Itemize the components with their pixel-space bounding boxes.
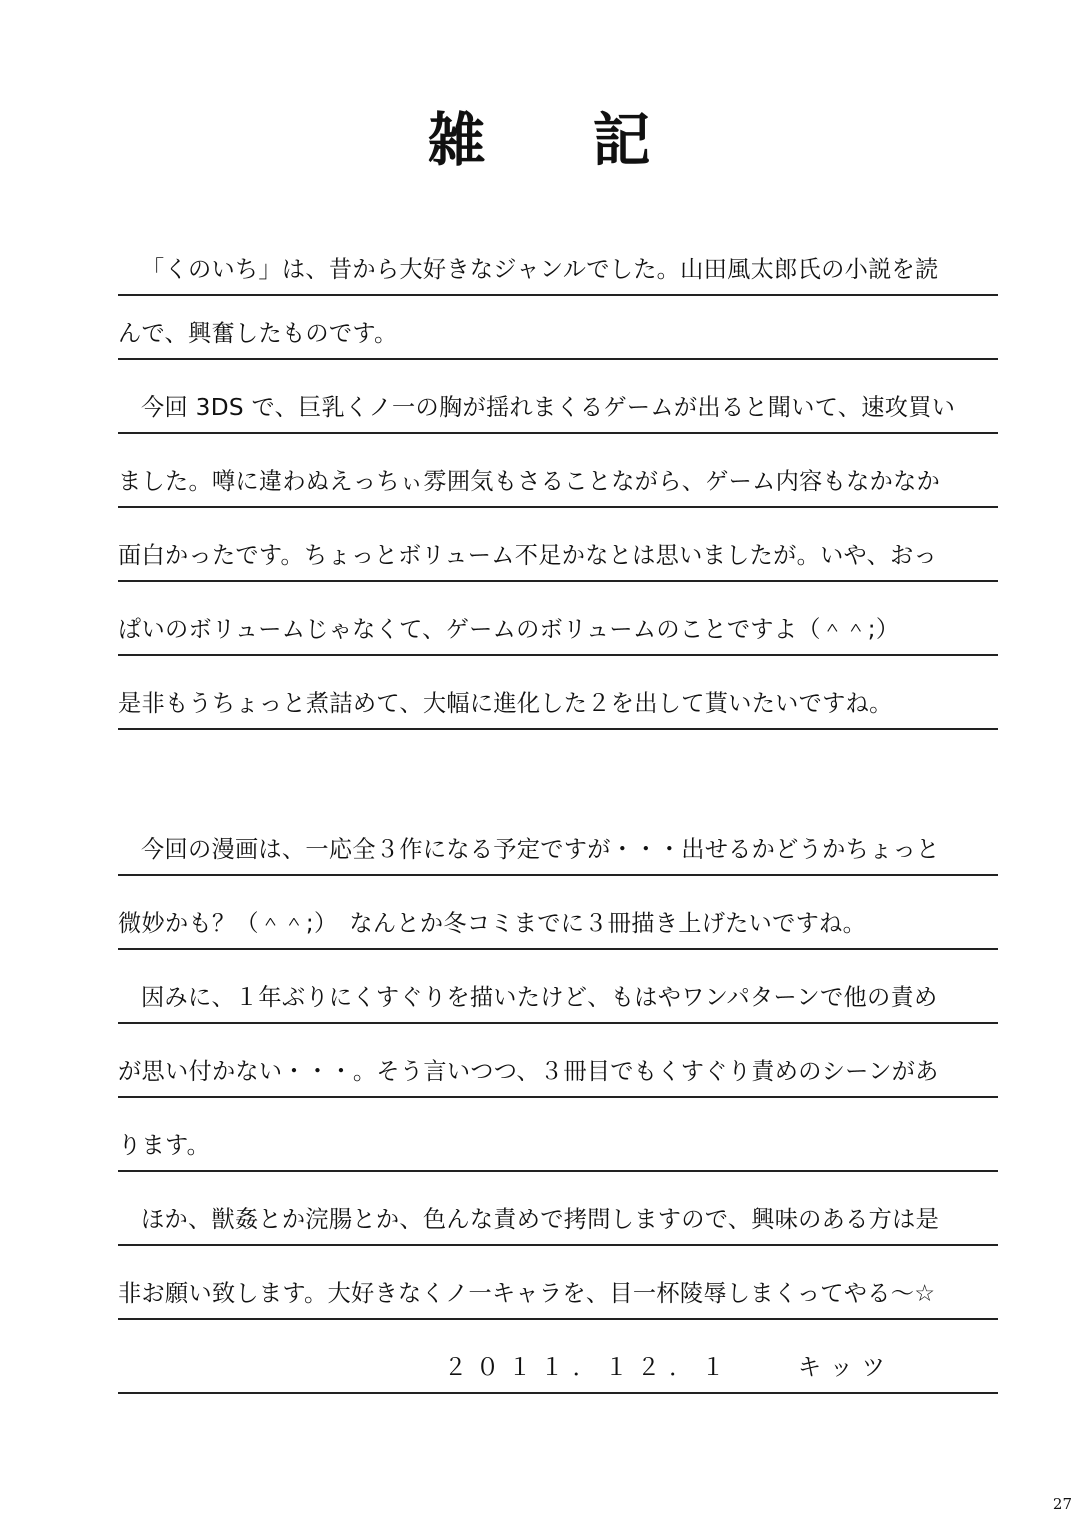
- title-char-2: 記: [592, 106, 653, 174]
- text-line-6: ぱいのボリュームじゃなくて、ゲームのボリュームのことですよ（＾＾;）: [118, 610, 998, 656]
- text-line-5: 面白かったです。ちょっとボリューム不足かなとは思いましたが。いや、おっ: [118, 536, 998, 582]
- text-line-3: 今回 3DS で、巨乳くノ一の胸が揺れまくるゲームが出ると聞いて、速攻買い: [118, 388, 998, 434]
- signature-line: ２０１１．１２．１ キッツ: [118, 1348, 998, 1394]
- text-line-7: 是非もうちょっと煮詰めて、大幅に進化した２を出して貰いたいですね。: [118, 684, 998, 730]
- text-line-12: ります。: [118, 1126, 998, 1172]
- page-title: [0, 100, 1080, 180]
- text-line-14: 非お願い致します。大好きなくノ一キャラを、目一杯陵辱しまくってやる～☆: [118, 1274, 998, 1320]
- text-line-13: ほか、獣姦とか浣腸とか、色んな責めで拷問しますので、興味のある方は是: [118, 1200, 998, 1246]
- text-line-4: ました。噂に違わぬえっちぃ雰囲気もさることながら、ゲーム内容もなかなか: [118, 462, 998, 508]
- text-line-10: 因みに、１年ぶりにくすぐりを描いたけど、もはやワンパターンで他の責め: [118, 978, 998, 1024]
- text-line-2: んで、興奮したものです。: [118, 314, 998, 360]
- page-number: 27: [1052, 1495, 1072, 1513]
- text-line-1: 「くのいち」は、昔から大好きなジャンルでした。山田風太郎氏の小説を読: [118, 250, 998, 296]
- text-line-11: が思い付かない・・・。そう言いつつ、３冊目でもくすぐり責めのシーンがあ: [118, 1052, 998, 1098]
- text-line-8: 今回の漫画は、一応全３作になる予定ですが・・・出せるかどうかちょっと: [118, 830, 998, 876]
- title-char-1: 雑: [427, 106, 488, 174]
- text-line-9: 微妙かも？（＾＾;） なんとか冬コミまでに３冊描き上げたいですね。: [118, 904, 998, 950]
